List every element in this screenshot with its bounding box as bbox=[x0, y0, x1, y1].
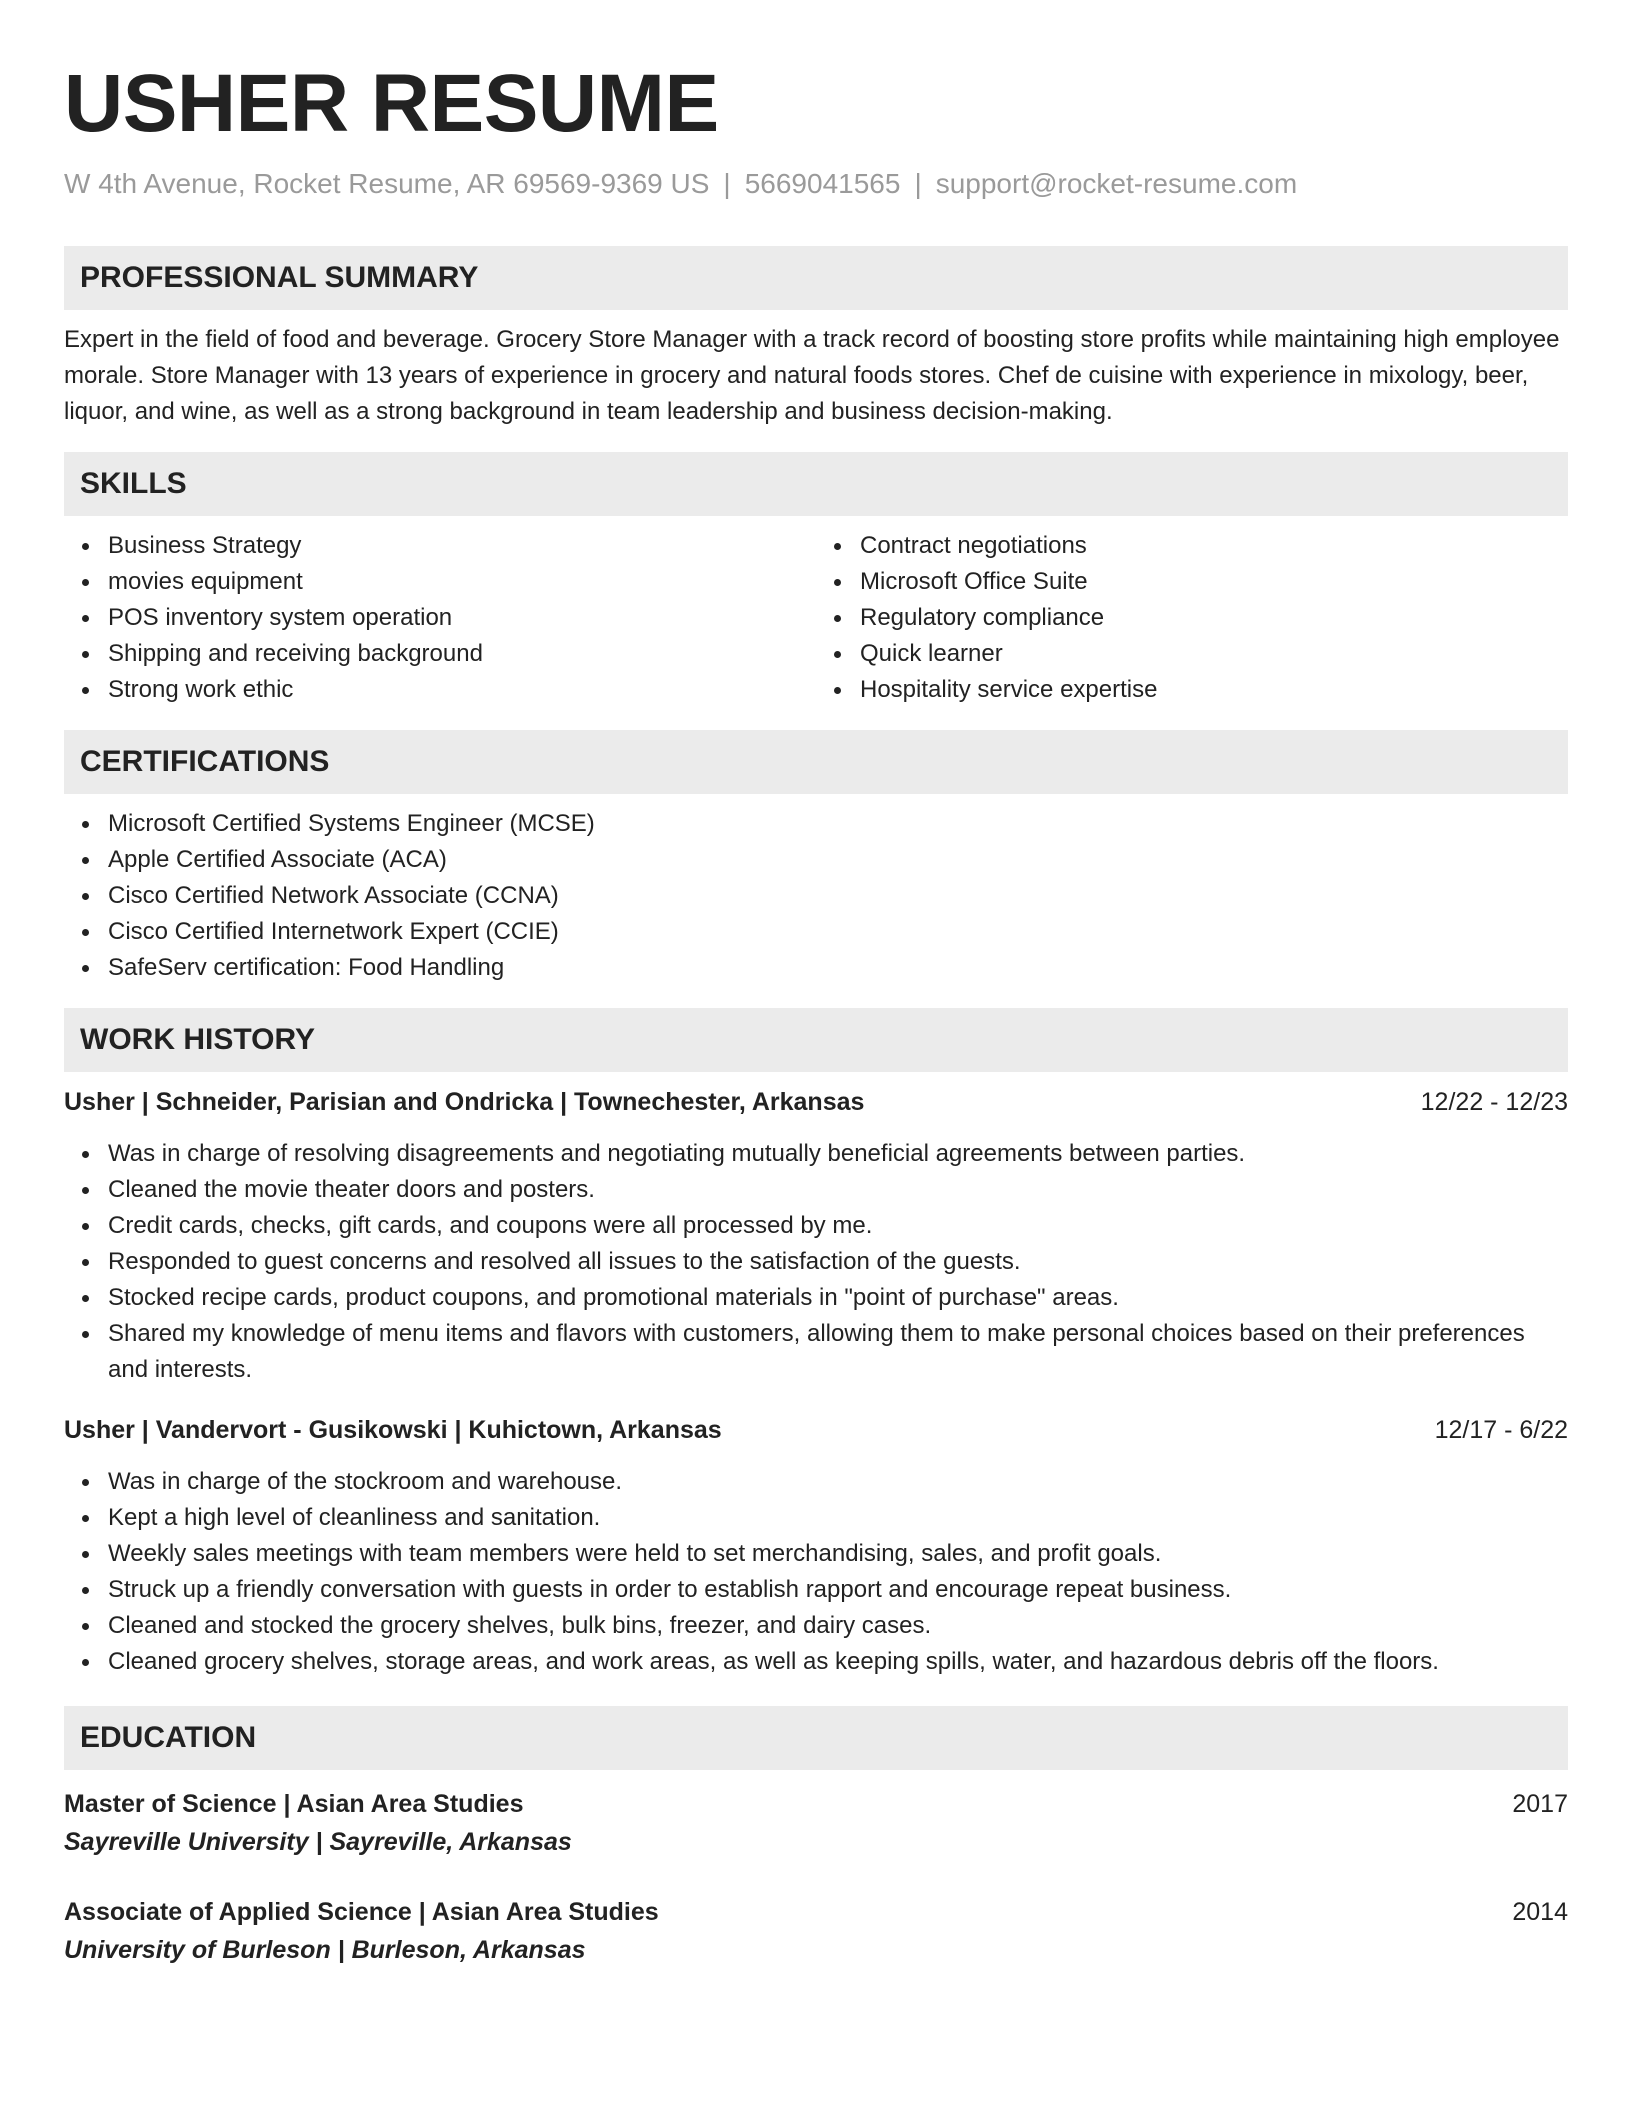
job-bullet: Responded to guest concerns and resolved all issues to the satisfaction of the guests. bbox=[108, 1244, 1568, 1280]
section-header-certifications: CERTIFICATIONS bbox=[64, 730, 1568, 794]
certification-item: Apple Certified Associate (ACA) bbox=[108, 842, 1568, 878]
job-bullet: Kept a high level of cleanliness and sanitation. bbox=[108, 1500, 1568, 1536]
certification-item: Cisco Certified Network Associate (CCNA) bbox=[108, 878, 1568, 914]
education-school: University of Burleson | Burleson, Arkansas bbox=[64, 1936, 586, 1964]
education-year: 2014 bbox=[1512, 1898, 1568, 1926]
job-bullet: Cleaned and stocked the grocery shelves, bulk bins, freezer, and dairy cases. bbox=[108, 1608, 1568, 1644]
certifications-list bbox=[64, 806, 1568, 986]
skills-columns bbox=[64, 528, 1568, 708]
contact-line bbox=[64, 166, 1568, 202]
job-bullet: Struck up a friendly conversation with guests in order to establish rapport and encourage repeat business. bbox=[108, 1572, 1568, 1608]
contact-separator: | bbox=[723, 168, 731, 199]
education-header bbox=[64, 1894, 1568, 1930]
job-bullet: Credit cards, checks, gift cards, and coupons were all processed by me. bbox=[108, 1208, 1568, 1244]
skill-item: Strong work ethic bbox=[108, 672, 816, 708]
skill-item: Shipping and receiving background bbox=[108, 636, 816, 672]
skill-item: movies equipment bbox=[108, 564, 816, 600]
education-degree: Associate of Applied Science | Asian Area Studies bbox=[64, 1898, 659, 1926]
job-bullet: Was in charge of the stockroom and warehouse. bbox=[108, 1464, 1568, 1500]
certification-item: Microsoft Certified Systems Engineer (MCSE) bbox=[108, 806, 1568, 842]
job-dates: 12/17 - 6/22 bbox=[1434, 1416, 1568, 1444]
certification-item: SafeServ certification: Food Handling bbox=[108, 950, 1568, 986]
section-header-summary: PROFESSIONAL SUMMARY bbox=[64, 246, 1568, 310]
skills-list-right bbox=[816, 528, 1568, 708]
skill-item: Business Strategy bbox=[108, 528, 816, 564]
job-bullet: Cleaned the movie theater doors and posters. bbox=[108, 1172, 1568, 1208]
skills-list-left bbox=[64, 528, 816, 708]
job-bullets bbox=[64, 1464, 1568, 1680]
job-title: Usher | Schneider, Parisian and Ondricka | Townechester, Arkansas bbox=[64, 1088, 865, 1116]
section-header-work-history: WORK HISTORY bbox=[64, 1008, 1568, 1072]
section-header-skills: SKILLS bbox=[64, 452, 1568, 516]
skill-item: Quick learner bbox=[860, 636, 1568, 672]
job-title: Usher | Vandervort - Gusikowski | Kuhictown, Arkansas bbox=[64, 1416, 722, 1444]
job-bullets bbox=[64, 1136, 1568, 1388]
skill-item: Hospitality service expertise bbox=[860, 672, 1568, 708]
job-bullet: Stocked recipe cards, product coupons, and promotional materials in "point of purchase" areas. bbox=[108, 1280, 1568, 1316]
education-school: Sayreville University | Sayreville, Arkansas bbox=[64, 1828, 572, 1856]
job-bullet: Shared my knowledge of menu items and flavors with customers, allowing them to make personal choices based on their preferences and interests. bbox=[108, 1316, 1568, 1388]
job-bullet: Cleaned grocery shelves, storage areas, and work areas, as well as keeping spills, water, and hazardous debris off the floors. bbox=[108, 1644, 1568, 1680]
job-header bbox=[64, 1412, 1568, 1448]
skill-item: Contract negotiations bbox=[860, 528, 1568, 564]
resume-title: USHER RESUME bbox=[64, 58, 719, 149]
contact-phone: 5669041565 bbox=[744, 168, 901, 199]
skill-item: Microsoft Office Suite bbox=[860, 564, 1568, 600]
contact-email: support@rocket-resume.com bbox=[935, 168, 1298, 199]
certification-item: Cisco Certified Internetwork Expert (CCIE) bbox=[108, 914, 1568, 950]
skill-item: POS inventory system operation bbox=[108, 600, 816, 636]
job-bullet: Weekly sales meetings with team members were held to set merchandising, sales, and profit goals. bbox=[108, 1536, 1568, 1572]
job-bullet: Was in charge of resolving disagreements and negotiating mutually beneficial agreements between parties. bbox=[108, 1136, 1568, 1172]
education-year: 2017 bbox=[1512, 1790, 1568, 1818]
contact-address: W 4th Avenue, Rocket Resume, AR 69569-9369 US bbox=[64, 168, 710, 199]
job-dates: 12/22 - 12/23 bbox=[1420, 1088, 1568, 1116]
section-header-education: EDUCATION bbox=[64, 1706, 1568, 1770]
job-header bbox=[64, 1084, 1568, 1120]
education-header bbox=[64, 1786, 1568, 1822]
contact-separator: | bbox=[914, 168, 922, 199]
education-degree: Master of Science | Asian Area Studies bbox=[64, 1790, 524, 1818]
skill-item: Regulatory compliance bbox=[860, 600, 1568, 636]
summary-text: Expert in the field of food and beverage. Grocery Store Manager with a track record of boosting store profits while maintaining high employee morale. Store Manager with 13 years of experience in grocery and natural foods stores. Chef de cuisine with experience in mixology, beer, liquor, and wine, as well as a strong background in team leadership and business decision-making. bbox=[64, 326, 1560, 425]
